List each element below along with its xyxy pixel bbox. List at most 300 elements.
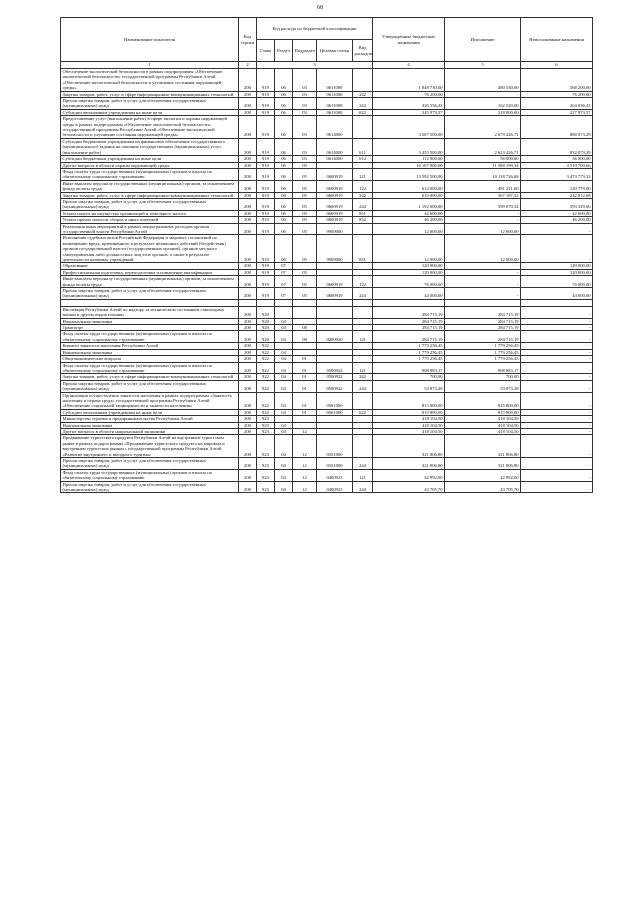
- cell-name: Национальная экономика: [61, 422, 239, 428]
- cell-line-code: 200: [239, 362, 257, 374]
- cell-target: 0331000: [317, 458, 353, 470]
- cell-razdel: 04: [275, 331, 293, 343]
- table-row: [61, 458, 593, 470]
- cell-executed: -: [445, 288, 521, 300]
- cell-podrazdel: 01: [293, 356, 317, 362]
- cell-glava: 919: [257, 138, 275, 155]
- cell-vid: 244: [353, 198, 373, 210]
- cell-glava: 919: [257, 109, 275, 115]
- cell-name: Прочая закупка товаров, работ и услуг для обеспечения государственных (муниципальных) нужд: [61, 380, 239, 392]
- cell-executed: 12 000,00: [445, 235, 521, 263]
- cell-podrazdel: 01: [293, 362, 317, 374]
- cell-approved: 284 715,19: [373, 306, 445, 318]
- cell-line-code: 200: [239, 116, 257, 139]
- cell-name: Прочая закупка товаров, работ и услуг для обеспечения государственных (муниципальных) нужд: [61, 481, 239, 493]
- cell-executed: 2 623 426,71: [445, 138, 521, 155]
- cell-vid: 121: [353, 469, 373, 481]
- cell-line-code: 200: [239, 356, 257, 362]
- column-number: 2: [239, 62, 257, 69]
- cell-glava: 920: [257, 331, 275, 343]
- cell-glava: 919: [257, 276, 275, 288]
- cell-executed: 11 588 199,34: [445, 162, 521, 168]
- cell-glava: 919: [257, 269, 275, 275]
- cell-podrazdel: 05: [293, 217, 317, 223]
- cell-unexecuted: -: [521, 409, 593, 415]
- cell-name: Закупка товаров, работ, услуг в сфере информационно-коммуникационных технологий: [61, 91, 239, 97]
- cell-approved: 42 992,00: [373, 469, 445, 481]
- cell-vid: 122: [353, 276, 373, 288]
- cell-line-code: 200: [239, 217, 257, 223]
- table-row: [61, 116, 593, 139]
- cell-unexecuted: -: [521, 362, 593, 374]
- cell-unexecuted: -: [521, 343, 593, 349]
- cell-executed: 284 715,19: [445, 318, 521, 324]
- cell-approved: 1 779 256,45: [373, 349, 445, 355]
- cell-line-code: 200: [239, 168, 257, 180]
- cell-podrazdel: 01: [293, 409, 317, 415]
- cell-podrazdel: 05: [293, 180, 317, 192]
- cell-name: Министерство туризма и предпринимательства Республики Алтай: [61, 416, 239, 422]
- cell-approved: 44 000,00: [373, 288, 445, 300]
- cell-vid: 242: [353, 91, 373, 97]
- cell-podrazdel: 03: [293, 138, 317, 155]
- cell-line-code: 200: [239, 435, 257, 458]
- table-row: [61, 276, 593, 288]
- cell-unexecuted: 888 073,29: [521, 116, 593, 139]
- cell-podrazdel: 03: [293, 98, 317, 110]
- cell-unexecuted: -: [521, 349, 593, 355]
- cell-unexecuted: 44 000,00: [521, 288, 593, 300]
- cell-razdel: 06: [275, 98, 293, 110]
- cell-unexecuted: 46 200,00: [521, 217, 593, 223]
- table-row: [61, 362, 593, 374]
- cell-executed: 10 118 726,68: [445, 168, 521, 180]
- table-row: [61, 435, 593, 458]
- cell-unexecuted: -: [521, 428, 593, 434]
- cell-razdel: 07: [275, 276, 293, 288]
- cell-razdel: 04: [275, 318, 293, 324]
- table-row: [61, 392, 593, 409]
- cell-name: Прочая закупка товаров, работ и услуг для обеспечения государственных (муниципальных) нужд: [61, 98, 239, 110]
- table-row: [61, 109, 593, 115]
- cell-vid: [353, 435, 373, 458]
- column-number: 5: [445, 62, 521, 69]
- cell-podrazdel: 03: [293, 156, 317, 162]
- cell-podrazdel: 05: [293, 168, 317, 180]
- cell-name: Национальная экономика: [61, 349, 239, 355]
- column-number: 1: [61, 62, 239, 69]
- cell-unexecuted: 227 973,57: [521, 109, 593, 115]
- header-line-code: Код строки: [239, 18, 257, 62]
- cell-podrazdel: 03: [293, 116, 317, 139]
- cell-vid: 121: [353, 362, 373, 374]
- cell-razdel: 04: [275, 435, 293, 458]
- cell-podrazdel: 05: [293, 276, 317, 288]
- cell-line-code: 200: [239, 469, 257, 481]
- cell-podrazdel: 03: [293, 91, 317, 97]
- cell-line-code: 200: [239, 192, 257, 198]
- cell-executed: 908 883,17: [445, 362, 521, 374]
- cell-approved: 3 455 500,00: [373, 138, 445, 155]
- cell-vid: 244: [353, 458, 373, 470]
- cell-line-code: 200: [239, 263, 257, 269]
- cell-name: Фонд оплаты труда государственных (муниципальных) органов и взносы по обязательному социальному страхованию: [61, 168, 239, 180]
- cell-glava: 922: [257, 343, 275, 349]
- cell-name: Продвижение туристского продукта Республики Алтай на внутреннем туристском рынке в рамках подпрограммы «Продвижение туристского продукта на мировом и внутреннем туристских рынках» государственной программы Республики Алтай «Развитие внутреннего и въездного туризма»: [61, 435, 239, 458]
- cell-target: 0400923: [317, 469, 353, 481]
- cell-name: Закупка товаров, работ, услуг в сфере информационно-коммуникационных технологий: [61, 374, 239, 380]
- cell-approved: 13 592 500,00: [373, 168, 445, 180]
- cell-executed: 318 000,00: [445, 109, 521, 115]
- cell-line-code: 200: [239, 422, 257, 428]
- cell-line-code: 200: [239, 374, 257, 380]
- cell-vid: 622: [353, 409, 373, 415]
- table-row: [61, 198, 593, 210]
- cell-glava: 923: [257, 422, 275, 428]
- cell-approved: 426 556,43: [373, 98, 445, 110]
- cell-name: Иные выплаты персоналу государственных (муниципальных) органов, за исключением фонда оплаты труда: [61, 276, 239, 288]
- cell-name: Фонд оплаты труда государственных (муниципальных) органов и взносы по обязательному социальному страхованию: [61, 362, 239, 374]
- cell-razdel: 06: [275, 168, 293, 180]
- cell-unexecuted: 832 073,29: [521, 138, 593, 155]
- cell-vid: [353, 69, 373, 92]
- cell-glava: 919: [257, 235, 275, 263]
- cell-vid: 122: [353, 180, 373, 192]
- table-row: [61, 69, 593, 92]
- cell-vid: 852: [353, 217, 373, 223]
- cell-line-code: 200: [239, 198, 257, 210]
- cell-razdel: 06: [275, 116, 293, 139]
- cell-name: Другие вопросы в области национальной экономики: [61, 428, 239, 434]
- cell-approved: 418 104,50: [373, 416, 445, 422]
- table-row: [61, 98, 593, 110]
- cell-name: Прочая закупка товаров, работ и услуг для обеспечения государственных (муниципальных) нужд: [61, 458, 239, 470]
- cell-unexecuted: 76 200,00: [521, 91, 593, 97]
- cell-executed: 700,00: [445, 374, 521, 380]
- cell-approved: 53 873,28: [373, 380, 445, 392]
- cell-razdel: 06: [275, 223, 293, 235]
- table-row: [61, 481, 593, 493]
- cell-vid: 244: [353, 380, 373, 392]
- cell-approved: 1 192 600,00: [373, 198, 445, 210]
- cell-line-code: 200: [239, 269, 257, 275]
- cell-name: Обеспечение экологической безопасности в рамках подпрограммы «Обеспечение экологической безопасности» государственной программы Республики Алтай «Обеспечение экологической безопасности и улучшение состояния окружающей среды»: [61, 69, 239, 92]
- cell-glava: 922: [257, 356, 275, 362]
- budget-execution-table: [60, 17, 593, 493]
- cell-razdel: 04: [275, 469, 293, 481]
- empty-cell: [373, 299, 445, 306]
- cell-name: Общеэкономические вопросы: [61, 356, 239, 362]
- cell-approved: 43 705,70: [373, 481, 445, 493]
- cell-razdel: 04: [275, 481, 293, 493]
- cell-unexecuted: -: [521, 223, 593, 235]
- cell-line-code: 200: [239, 69, 257, 92]
- cell-executed: 56 000,00: [445, 156, 521, 162]
- cell-executed: 1 779 256,45: [445, 356, 521, 362]
- cell-approved: 1 048 730,00: [373, 69, 445, 92]
- cell-podrazdel: 05: [293, 269, 317, 275]
- cell-approved: 284 715,19: [373, 318, 445, 324]
- cell-unexecuted: 264 036,43: [521, 98, 593, 110]
- cell-executed: 418 104,50: [445, 416, 521, 422]
- cell-unexecuted: -: [521, 306, 593, 318]
- cell-vid: [353, 306, 373, 318]
- cell-glava: 923: [257, 416, 275, 422]
- cell-razdel: 06: [275, 156, 293, 162]
- cell-approved: 120 000,00: [373, 263, 445, 269]
- cell-razdel: 06: [275, 192, 293, 198]
- cell-line-code: 200: [239, 392, 257, 409]
- cell-line-code: 200: [239, 138, 257, 155]
- cell-unexecuted: -: [521, 235, 593, 263]
- cell-executed: -: [445, 276, 521, 288]
- column-number: 4: [373, 62, 445, 69]
- cell-executed: 1 779 256,45: [445, 343, 521, 349]
- cell-target: [317, 306, 353, 318]
- cell-podrazdel: 05: [293, 162, 317, 168]
- cell-target: 9909000: [317, 235, 353, 263]
- cell-podrazdel: [293, 306, 317, 318]
- empty-cell: [293, 299, 317, 306]
- cell-target: 0331000: [317, 435, 353, 458]
- cell-glava: 919: [257, 217, 275, 223]
- cell-razdel: 06: [275, 217, 293, 223]
- cell-glava: 923: [257, 469, 275, 481]
- cell-line-code: 200: [239, 349, 257, 355]
- cell-approved: 12 000,00: [373, 223, 445, 235]
- cell-executed: 284 715,19: [445, 331, 521, 343]
- cell-glava: 919: [257, 69, 275, 92]
- cell-unexecuted: 242 812,68: [521, 192, 593, 198]
- cell-executed: 599 070,34: [445, 198, 521, 210]
- cell-glava: 919: [257, 210, 275, 216]
- cell-approved: 610 000,00: [373, 192, 445, 198]
- header-approved: Утвержденные бюджетные назначения: [373, 18, 445, 62]
- empty-cell: [239, 299, 257, 306]
- cell-executed: 491 221,00: [445, 180, 521, 192]
- cell-razdel: [275, 306, 293, 318]
- cell-podrazdel: 01: [293, 392, 317, 409]
- cell-glava: 919: [257, 98, 275, 110]
- table-row: [61, 288, 593, 300]
- cell-glava: 920: [257, 318, 275, 324]
- cell-name: Субсидии бюджетным учреждениям на иные цели: [61, 156, 239, 162]
- cell-approved: 284 715,19: [373, 325, 445, 331]
- cell-vid: 244: [353, 288, 373, 300]
- cell-podrazdel: 05: [293, 288, 317, 300]
- cell-line-code: 200: [239, 318, 257, 324]
- cell-line-code: 200: [239, 325, 257, 331]
- cell-podrazdel: 12: [293, 469, 317, 481]
- cell-podrazdel: 12: [293, 435, 317, 458]
- cell-line-code: 200: [239, 109, 257, 115]
- empty-cell: [61, 299, 239, 306]
- cell-podrazdel: 03: [293, 109, 317, 115]
- cell-name: Образование: [61, 263, 239, 269]
- cell-line-code: 200: [239, 156, 257, 162]
- cell-vid: 831: [353, 235, 373, 263]
- cell-unexecuted: -: [521, 374, 593, 380]
- cell-glava: 923: [257, 481, 275, 493]
- cell-approved: 120 000,00: [373, 269, 445, 275]
- cell-line-code: 200: [239, 428, 257, 434]
- cell-approved: 3 567 500,00: [373, 116, 445, 139]
- cell-name: Уплата налога на имущество организаций и земельного налога: [61, 210, 239, 216]
- cell-glava: 922: [257, 380, 275, 392]
- cell-executed: 815 800,00: [445, 392, 521, 409]
- cell-target: 0611000: [317, 69, 353, 92]
- cell-line-code: 200: [239, 98, 257, 110]
- cell-approved: 12 000,00: [373, 235, 445, 263]
- cell-approved: 418 104,50: [373, 422, 445, 428]
- header-glava: Глава: [257, 40, 275, 62]
- cell-glava: 922: [257, 392, 275, 409]
- column-number-row: [61, 62, 593, 69]
- cell-podrazdel: 03: [293, 69, 317, 92]
- cell-unexecuted: -: [521, 481, 593, 493]
- cell-approved: 42 600,00: [373, 210, 445, 216]
- cell-approved: 545 973,57: [373, 109, 445, 115]
- cell-razdel: 04: [275, 458, 293, 470]
- table-row: [61, 409, 593, 415]
- cell-line-code: 200: [239, 210, 257, 216]
- cell-name: Субсидии автономным учреждениям на иные цели: [61, 409, 239, 415]
- cell-approved: 284 715,19: [373, 331, 445, 343]
- cell-executed: 815 800,00: [445, 409, 521, 415]
- cell-approved: 76 000,00: [373, 276, 445, 288]
- cell-target: 0614000: [317, 116, 353, 139]
- cell-name: Уплата прочих налогов, сборов и иных платежей: [61, 217, 239, 223]
- cell-executed: 162 520,00: [445, 98, 521, 110]
- cell-vid: [353, 116, 373, 139]
- cell-target: 0400923: [317, 481, 353, 493]
- cell-executed: 321 806,80: [445, 458, 521, 470]
- cell-line-code: 200: [239, 331, 257, 343]
- cell-target: 0600919: [317, 180, 353, 192]
- header-budget-code: Код расхода по бюджетной классификации: [257, 18, 373, 40]
- cell-name: Организация осуществления занятости населения в рамках подпрограммы «Занятость населения и охрана труда» государственной программы Республики Алтай «Обеспечение социальной защищенности и занятости населения»: [61, 392, 239, 409]
- cell-glava: 919: [257, 116, 275, 139]
- cell-glava: 919: [257, 288, 275, 300]
- cell-unexecuted: -: [521, 458, 593, 470]
- cell-razdel: 06: [275, 109, 293, 115]
- empty-cell: [521, 299, 593, 306]
- cell-razdel: 04: [275, 349, 293, 355]
- cell-razdel: 06: [275, 198, 293, 210]
- cell-unexecuted: -: [521, 325, 593, 331]
- cell-approved: 1 779 256,45: [373, 343, 445, 349]
- cell-executed: 12 000,00: [445, 223, 521, 235]
- cell-razdel: 04: [275, 422, 293, 428]
- cell-podrazdel: 05: [293, 223, 317, 235]
- cell-glava: 923: [257, 428, 275, 434]
- cell-approved: 76 200,00: [373, 91, 445, 97]
- cell-unexecuted: -: [521, 331, 593, 343]
- cell-vid: 611: [353, 138, 373, 155]
- cell-executed: 284 715,19: [445, 325, 521, 331]
- cell-executed: 42 992,00: [445, 469, 521, 481]
- cell-glava: 919: [257, 168, 275, 180]
- cell-unexecuted: 56 000,00: [521, 156, 593, 162]
- cell-vid: 244: [353, 481, 373, 493]
- cell-name: Прочая закупка товаров, работ и услуг для обеспечения государственных (муниципальных) нужд: [61, 198, 239, 210]
- cell-vid: 121: [353, 331, 373, 343]
- cell-vid: 242: [353, 192, 373, 198]
- cell-glava: 920: [257, 306, 275, 318]
- cell-target: 0600919: [317, 217, 353, 223]
- cell-line-code: 200: [239, 223, 257, 235]
- column-number: 3: [257, 62, 373, 69]
- cell-line-code: 200: [239, 343, 257, 349]
- cell-name: Комитет занятости населения Республики Алтай: [61, 343, 239, 349]
- cell-razdel: 06: [275, 69, 293, 92]
- table-row: [61, 469, 593, 481]
- cell-vid: 851: [353, 210, 373, 216]
- cell-name: Инспекция Республики Алтай по надзору за техническим состоянием самоходных машин и других видов техники: [61, 306, 239, 318]
- cell-approved: 612 000,00: [373, 180, 445, 192]
- cell-line-code: 200: [239, 180, 257, 192]
- cell-executed: 53 873,28: [445, 380, 521, 392]
- cell-line-code: 200: [239, 458, 257, 470]
- empty-cell: [445, 299, 521, 306]
- cell-unexecuted: 3 473 773,32: [521, 168, 593, 180]
- cell-approved: 1 779 256,45: [373, 356, 445, 362]
- cell-glava: 919: [257, 91, 275, 97]
- header-unexecuted: Неисполненные назначения: [521, 18, 593, 62]
- cell-approved: 908 883,17: [373, 362, 445, 374]
- cell-unexecuted: 120 000,00: [521, 263, 593, 269]
- cell-approved: 418 104,50: [373, 428, 445, 434]
- table-row: [61, 156, 593, 162]
- cell-vid: [353, 392, 373, 409]
- cell-glava: 919: [257, 162, 275, 168]
- cell-vid: 622: [353, 109, 373, 115]
- cell-target: 0600919: [317, 210, 353, 216]
- cell-executed: 418 104,50: [445, 428, 521, 434]
- cell-name: Иные выплаты персоналу государственных (муниципальных) органов, за исключением фонда оплаты труда: [61, 180, 239, 192]
- cell-unexecuted: 120 779,00: [521, 180, 593, 192]
- cell-approved: 815 800,00: [373, 392, 445, 409]
- cell-vid: 244: [353, 98, 373, 110]
- column-number: 6: [521, 62, 593, 69]
- cell-target: 0600919: [317, 168, 353, 180]
- cell-unexecuted: 120 000,00: [521, 269, 593, 275]
- cell-glava: 922: [257, 374, 275, 380]
- table-row: [61, 192, 593, 198]
- cell-razdel: 07: [275, 288, 293, 300]
- header-execution: Исполнение: [445, 18, 521, 62]
- header-vid: Вид расходов: [353, 40, 373, 62]
- cell-executed: 43 705,70: [445, 481, 521, 493]
- cell-target: 0614000: [317, 138, 353, 155]
- header-target: Целевая статья: [317, 40, 353, 62]
- cell-name: Национальная экономика: [61, 318, 239, 324]
- cell-razdel: 04: [275, 374, 293, 380]
- cell-glava: 922: [257, 349, 275, 355]
- cell-line-code: 200: [239, 380, 257, 392]
- table-row: [61, 138, 593, 155]
- table-row: [61, 380, 593, 392]
- cell-glava: 920: [257, 325, 275, 331]
- cell-target: 0200920: [317, 331, 353, 343]
- cell-name: Закупка товаров, работ, услуг в сфере информационно-коммуникационных технологий: [61, 192, 239, 198]
- cell-name: Предоставление услуг (выполнение работ) в сфере экологии и охраны окружающей среды в рамках подпрограммы «Обеспечение экологической безопасности» государственной программы Республики Алтай «Обеспечение экологической безопасности и улучшение состояния окружающей среды»: [61, 116, 239, 139]
- cell-unexecuted: -: [521, 392, 593, 409]
- cell-executed: 480 530,00: [445, 69, 521, 92]
- cell-unexecuted: -: [521, 469, 593, 481]
- cell-line-code: 200: [239, 91, 257, 97]
- cell-name: Транспорт: [61, 325, 239, 331]
